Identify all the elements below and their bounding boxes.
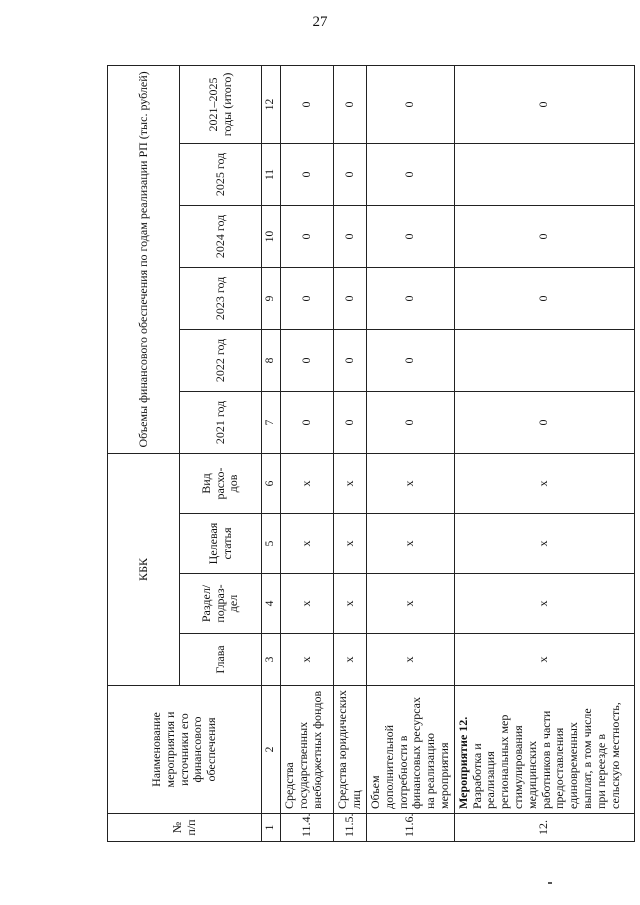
cell-razdel: х: [281, 574, 334, 634]
row-name: [334, 686, 367, 814]
header-2022: 2022 год: [180, 329, 262, 391]
column-number: 8: [262, 329, 281, 391]
cell-2025: 0: [334, 143, 367, 205]
page-number: 27: [312, 14, 328, 30]
cell-glava: х: [367, 634, 455, 686]
header-name: Наименование мероприятия и источники его финансового обеспечения: [108, 686, 262, 814]
cell-celevaya: х: [454, 514, 634, 574]
scan-speck: [548, 882, 552, 884]
cell-2021: 0: [454, 391, 634, 453]
column-number: 3: [262, 634, 281, 686]
cell-glava: х: [454, 634, 634, 686]
cell-vid: х: [334, 453, 367, 513]
cell-razdel: х: [334, 574, 367, 634]
cell-vid: х: [367, 453, 455, 513]
table-row: [367, 65, 455, 841]
header-2024: 2024 год: [180, 205, 262, 267]
header-2023: 2023 год: [180, 267, 262, 329]
header-razdel: Раздел/ подраз- дел: [180, 574, 262, 634]
table-row: [454, 65, 634, 841]
table-row: [334, 65, 367, 841]
header-total: 2021–2025 годы (итого): [180, 65, 262, 143]
row-number: 12.: [454, 814, 634, 842]
column-number: 9: [262, 267, 281, 329]
header-2021: 2021 год: [180, 391, 262, 453]
column-number: 4: [262, 574, 281, 634]
cell-2022: 0: [367, 329, 455, 391]
cell-2023: 0: [281, 267, 334, 329]
cell-2023: 0: [454, 267, 634, 329]
finance-table: [107, 65, 635, 842]
cell-2023: 0: [367, 267, 455, 329]
cell-2024: 0: [367, 205, 455, 267]
cell-2021: 0: [367, 391, 455, 453]
row-name-bold: Мероприятие 12.: [455, 716, 470, 809]
cell-total: 0: [281, 65, 334, 143]
header-celevaya: Целевая статья: [180, 514, 262, 574]
column-number: 1: [262, 814, 281, 842]
cell-2024: 0: [281, 205, 334, 267]
row-number: 11.4.: [281, 814, 334, 842]
cell-2024: 0: [454, 205, 634, 267]
table-row: [281, 65, 334, 841]
row-name-text: Средства юридических лиц: [335, 690, 363, 809]
header-row-top: [108, 65, 180, 841]
cell-2024: 0: [334, 205, 367, 267]
header-volumes: Объемы финансового обеспечения по годам реализации РП (тыс. рублей): [108, 65, 180, 453]
cell-total: 0: [334, 65, 367, 143]
cell-2022: 0: [334, 329, 367, 391]
cell-2021: 0: [281, 391, 334, 453]
row-name-text: Разработка и реализация региональных мер стимулирования медицинских работников в части предоставления единовременных выплат, в том числе при переезде в сельскую местность,: [469, 702, 622, 809]
cell-2025: 0: [281, 143, 334, 205]
cell-2023: 0: [334, 267, 367, 329]
row-name: [367, 686, 455, 814]
cell-2025: [454, 143, 634, 205]
cell-glava: х: [281, 634, 334, 686]
column-number: 7: [262, 391, 281, 453]
header-vid: Вид расхо- дов: [180, 453, 262, 513]
cell-vid: х: [281, 453, 334, 513]
row-name-text: Объем дополнительной потребности в финансовых ресурсах на реализацию мероприятия: [368, 696, 451, 809]
cell-2022: [454, 329, 634, 391]
column-number: 12: [262, 65, 281, 143]
cell-celevaya: х: [367, 514, 455, 574]
cell-razdel: х: [454, 574, 634, 634]
cell-2021: 0: [334, 391, 367, 453]
header-2025: 2025 год: [180, 143, 262, 205]
row-name: [454, 686, 634, 814]
header-glava: Глава: [180, 634, 262, 686]
cell-total: 0: [367, 65, 455, 143]
cell-2025: 0: [367, 143, 455, 205]
cell-razdel: х: [367, 574, 455, 634]
header-no: № п/п: [108, 814, 262, 842]
column-number: 10: [262, 205, 281, 267]
rotated-table: [107, 66, 622, 842]
row-number: 11.5.: [334, 814, 367, 842]
row-name-text: Средства государственных внебюджетных фондов: [282, 690, 324, 809]
cell-glava: х: [334, 634, 367, 686]
cell-2022: 0: [281, 329, 334, 391]
cell-vid: х: [454, 453, 634, 513]
cell-celevaya: х: [334, 514, 367, 574]
column-number-row: [262, 65, 281, 841]
column-number: 2: [262, 686, 281, 814]
finance-table-container: [107, 66, 622, 842]
column-number: 6: [262, 453, 281, 513]
column-number: 5: [262, 514, 281, 574]
column-number: 11: [262, 143, 281, 205]
cell-total: 0: [454, 65, 634, 143]
row-number: 11.6.: [367, 814, 455, 842]
row-name: [281, 686, 334, 814]
cell-celevaya: х: [281, 514, 334, 574]
header-kbk: КБК: [108, 453, 180, 685]
